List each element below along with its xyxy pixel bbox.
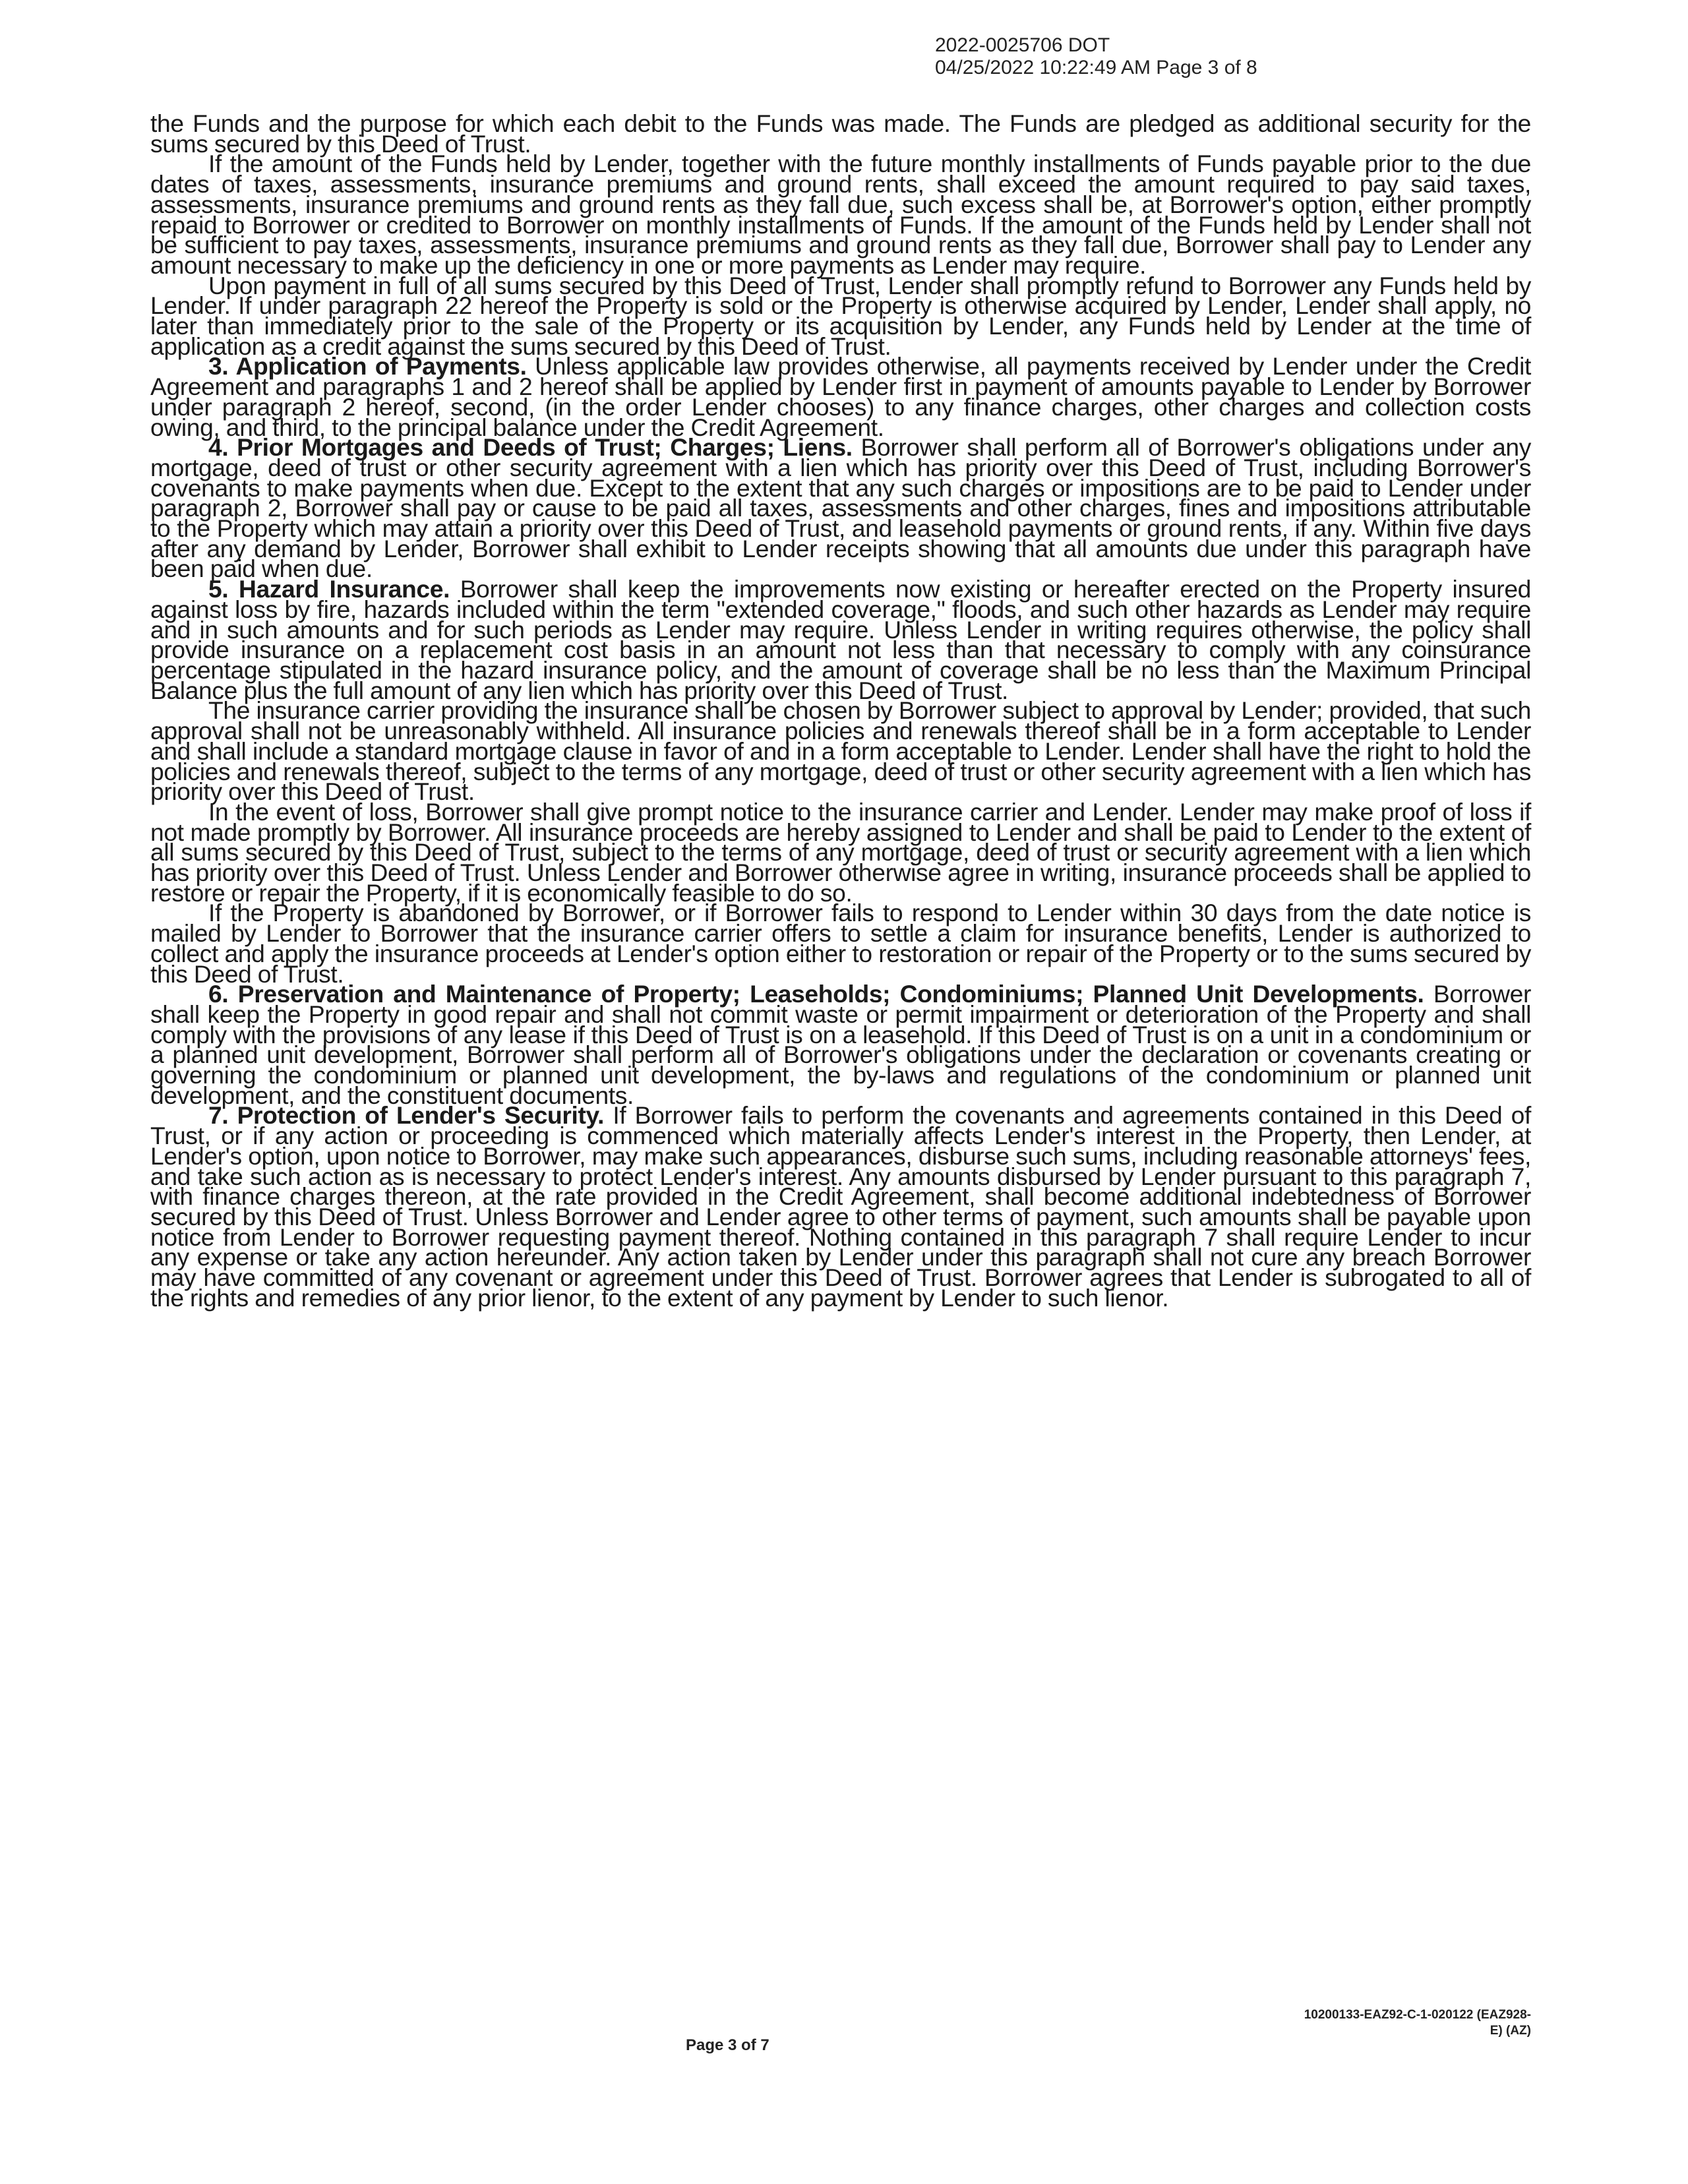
form-code xyxy=(1253,2007,1531,2039)
section-5-text: Borrower shall keep the improvements now existing or hereafter erected on the Property insured against loss by fire, hazards included within the term "extended coverage," floods, and such other hazards as Lender may require and in such amounts and for such periods as Lender may require. Unless Lender in writing requires otherwise, the policy shall provide insurance on a replacement cost basis in an amount not less than that necessary to comply with any coinsurance percentage stipulated in the hazard insurance policy, and the amount of coverage shall be no less than the Maximum Principal Balance plus the full amount of any lien which has priority over this Deed of Trust. xyxy=(150,575,1531,704)
section-6-heading: 6. Preservation and Maintenance of Property; Leaseholds; Condominiums; Planned Unit Developments. xyxy=(208,980,1424,1008)
section-4-text: Borrower shall perform all of Borrower's obligations under any mortgage, deed of trust or other security agreement with a lien which has priority over this Deed of Trust, including Borrower's covenants to make payments when due. Except to the extent that any such charges or impositions are to be paid to Lender under paragraph 2, Borrower shall pay or cause to be paid all taxes, assessments and other charges, fines and impositions attributable to the Property which may attain a priority over this Deed of Trust, and leasehold payments or ground rents, if any. Within five days after any demand by Lender, Borrower shall exhibit to Lender receipts showing that all amounts due under this paragraph have been paid when due. xyxy=(150,433,1531,583)
form-code-line-1: 10200133-EAZ92-C-1-020122 (EAZ928- xyxy=(1304,2008,1531,2022)
paragraph-funds-pledged: the Funds and the purpose for which each debit to the Funds was made. The Funds are pledged as additional security for the sums secured by this Deed of Trust. xyxy=(150,109,1531,158)
paragraph-excess-funds: If the amount of the Funds held by Lender, together with the future monthly installments of Funds payable prior to the due dates of taxes, assessments, insurance premiums and ground rents, shall exceed the amount required to pay said taxes, assessments, insurance premiums and ground rents as they fall due, such excess shall be, at Borrower's option, either promptly repaid to Borrower or credited to Borrower on monthly installments of Funds. If the amount of the Funds held by Lender shall not be sufficient to pay taxes, assessments, insurance premiums and ground rents as they fall due, Borrower shall pay to Lender any amount necessary to make up the deficiency in one or more payments as Lender may require. xyxy=(150,150,1531,279)
section-7-heading: 7. Protection of Lender's Security. xyxy=(208,1101,605,1130)
section-3-text: Unless applicable law provides otherwise, all payments received by Lender under the Credit Agreement and paragraphs 1 and 2 hereof shall be applied by Lender first in payment of amounts payable to Lender by Borrower under paragraph 2 hereof, second, (in the order Lender chooses) to any finance charges, other charges and collection costs owing, and third, to the principal balance under the Credit Agreement. xyxy=(150,352,1532,441)
page-number: Page 3 of 7 xyxy=(686,2036,769,2054)
section-7-protection-of-lender-security xyxy=(150,1101,1531,1312)
recording-date-page: 04/25/2022 10:22:49 AM Page 3 of 8 xyxy=(935,57,1257,78)
form-code-line-2: E) (AZ) xyxy=(1490,2024,1531,2038)
section-5-heading: 5. Hazard Insurance. xyxy=(208,575,450,603)
section-6-preservation-maintenance xyxy=(150,980,1531,1109)
paragraph-property-abandoned: If the Property is abandoned by Borrower, or if Borrower fails to respond to Lender within 30 days from the date notice is mailed by Lender to Borrower that the insurance carrier offers to settle a claim for insurance benefits, Lender is authorized to collect and apply the insurance proceeds at Lender's option either to restoration or repair of the Property or to the sums secured by this Deed of Trust. xyxy=(150,899,1531,988)
paragraph-refund-funds: Upon payment in full of all sums secured by this Deed of Trust, Lender shall promptly refund to Borrower any Funds held by Lender. If under paragraph 22 hereof the Property is sold or the Property is otherwise acquired by Lender, Lender shall apply, no later than immediately prior to the sale of the Property or its acquisition by Lender, any Funds held by Lender at the time of application as a credit against the sums secured by this Deed of Trust. xyxy=(150,271,1531,360)
section-3-heading: 3. Application of Payments. xyxy=(208,352,527,380)
section-4-heading: 4. Prior Mortgages and Deeds of Trust; Charges; Liens. xyxy=(208,433,853,462)
paragraph-event-of-loss: In the event of loss, Borrower shall give prompt notice to the insurance carrier and Lender. Lender may make proof of loss if not made promptly by Borrower. All insurance proceeds are hereby assigned to Lender and shall be paid to Lender to the extent of all sums secured by this Deed of Trust, subject to the terms of any mortgage, deed of trust or security agreement with a lien which has priority over this Deed of Trust. Unless Lender and Borrower otherwise agree in writing, insurance proceeds shall be applied to restore or repair the Property, if it is economically feasible to do so. xyxy=(150,797,1531,907)
section-6-text: Borrower shall keep the Property in good repair and shall not commit waste or permit impairment or deterioration of the Property and shall comply with the provisions of any lease if this Deed of Trust is on a leasehold. If this Deed of Trust is on a unit in a condominium or a planned unit development, Borrower shall perform all of Borrower's obligations under the declaration or covenants creating or governing the condominium or planned unit development, the by-laws and regulations of the condominium or planned unit development, and the constituent documents. xyxy=(150,980,1531,1109)
paragraph-insurance-carrier: The insurance carrier providing the insurance shall be chosen by Borrower subject to approval by Lender; provided, that such approval shall not be unreasonably withheld. All insurance policies and renewals thereof shall be in a form acceptable to Lender and shall include a standard mortgage clause in favor of and in a form acceptable to Lender. Lender shall have the right to hold the policies and renewals thereof, subject to the terms of any mortgage, deed of trust or other security agreement with a lien which has priority over this Deed of Trust. xyxy=(150,696,1531,806)
section-4-prior-mortgages xyxy=(150,433,1531,583)
section-7-text: If Borrower fails to perform the covenants and agreements contained in this Deed of Trust, or if any action or proceeding is commenced which materially affects Lender's interest in the Property, then Lender, at Lender's option, upon notice to Borrower, may make such appearances, disburse such sums, including reasonable attorneys' fees, and take such action as is necessary to protect Lender's interest. Any amounts disbursed by Lender pursuant to this paragraph 7, with finance charges thereon, at the rate provided in the Credit Agreement, shall become additional indebtedness of Borrower secured by this Deed of Trust. Unless Borrower and Lender agree to other terms of payment, such amounts shall be payable upon notice from Lender to Borrower requesting payment thereof. Nothing contained in this paragraph 7 shall require Lender to incur any expense or take any action hereunder. Any action taken by Lender under this paragraph shall not cure any breach Borrower may have committed of any covenant or agreement under this Deed of Trust. Borrower agrees that Lender is subrogated to all of the rights and remedies of any prior lienor, to the extent of any payment by Lender to such lienor. xyxy=(150,1101,1531,1312)
section-3-application-of-payments xyxy=(150,352,1532,441)
recording-number: 2022-0025706 DOT xyxy=(935,34,1110,56)
section-5-hazard-insurance xyxy=(150,575,1531,704)
recording-stamp xyxy=(935,34,1257,79)
document-body xyxy=(150,109,1532,1312)
